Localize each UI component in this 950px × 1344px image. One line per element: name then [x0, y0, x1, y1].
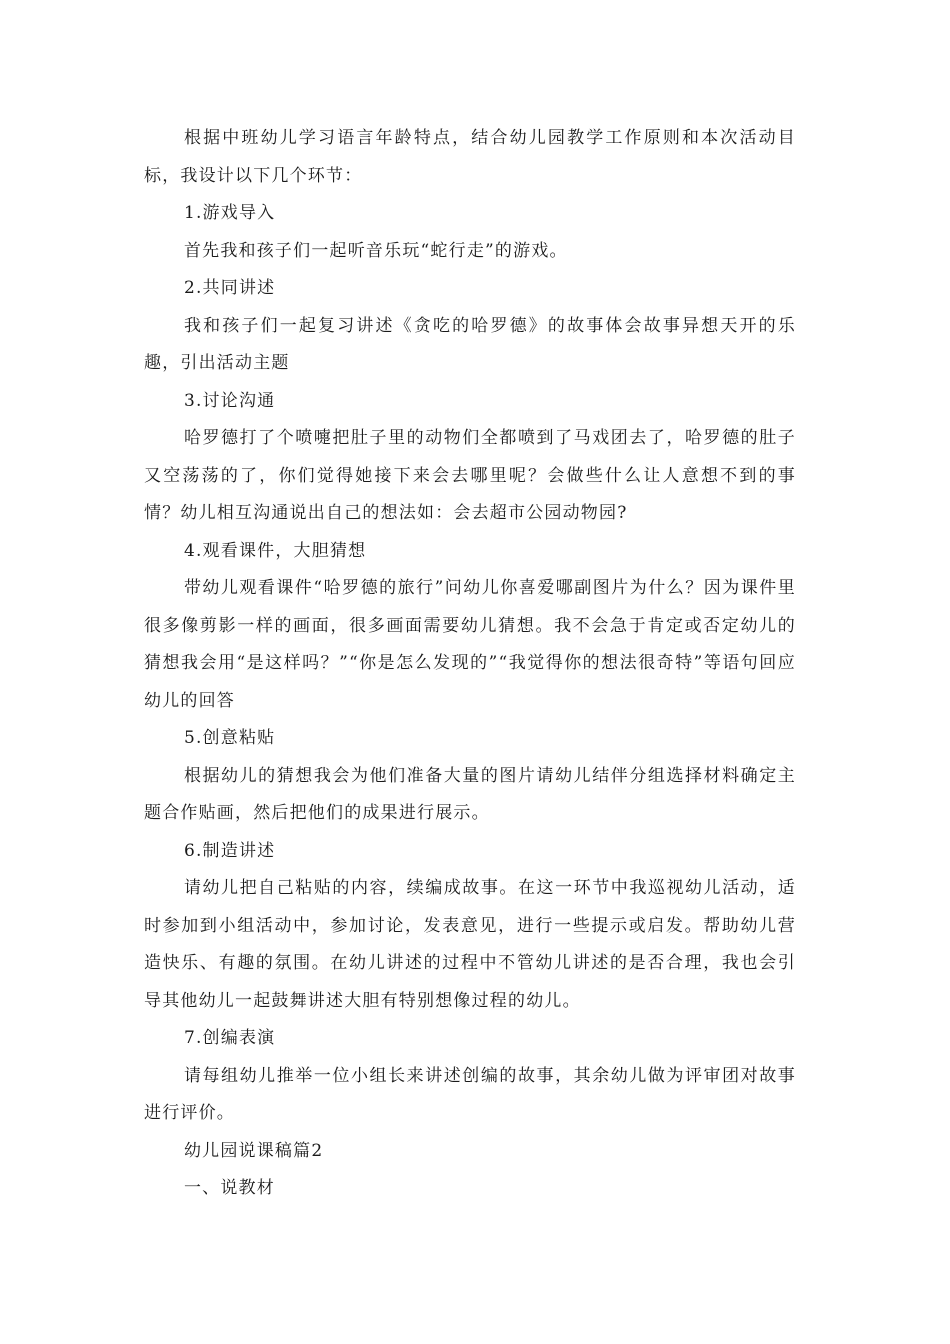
paragraph: 请每组幼儿推举一位小组长来讲述创编的故事，其余幼儿做为评审团对故事进行评价。 [144, 1065, 796, 1123]
paragraph: 带幼儿观看课件“哈罗德的旅行”问幼儿你喜爱哪副图片为什么？因为课件里很多像剪影一样的画面，很多画面需要幼儿猜想。我不会急于肯定或否定幼儿的猜想我会用“是这样吗？”“你是怎么发现的”“我觉得你的想法很奇特”等语句回应幼儿的回答 [144, 578, 796, 711]
section-heading: 6.制造讲述 [183, 840, 276, 861]
paragraph: 请幼儿把自己粘贴的内容，续编成故事。在这一环节中我巡视幼儿活动，适时参加到小组活动中，参加讨论，发表意见，进行一些提示或启发。帮助幼儿营造快乐、有趣的氛围。在幼儿讲述的过程中不管幼儿讲述的是否合理，我也会引导其他幼儿一起鼓舞讲述大胆有特别想像过程的幼儿。 [144, 878, 796, 1011]
section-heading: 一、说教材 [183, 1178, 275, 1198]
section-heading: 4.观看课件，大胆猜想 [183, 540, 367, 561]
paragraph: 哈罗德打了个喷嚏把肚子里的动物们全都喷到了马戏团去了，哈罗德的肚子又空荡荡的了，你们觉得她接下来会去哪里呢？会做些什么让人意想不到的事情？幼儿相互沟通说出自己的想法如：会去超市公园动物园? [144, 428, 796, 523]
section-heading: 3.讨论沟通 [183, 390, 276, 411]
paragraph: 首先我和孩子们一起听音乐玩“蛇行走”的游戏。 [183, 240, 568, 261]
section-heading: 2.共同讲述 [183, 278, 276, 298]
paragraph: 根据中班幼儿学习语言年龄特点，结合幼儿园教学工作原则和本次活动目标，我设计以下几个环节： [144, 128, 796, 186]
section-heading: 5.创意粘贴 [183, 728, 276, 748]
section-heading: 7.创编表演 [183, 1028, 276, 1048]
paragraph: 我和孩子们一起复习讲述《贪吃的哈罗德》的故事体会故事异想天开的乐趣，引出活动主题 [144, 315, 796, 373]
article-title: 幼儿园说课稿篇2 [183, 1140, 324, 1161]
document-page [144, 120, 796, 1208]
section-heading: 1.游戏导入 [183, 203, 276, 223]
paragraph: 根据幼儿的猜想我会为他们准备大量的图片请幼儿结伴分组选择材料确定主题合作贴画，然后把他们的成果进行展示。 [144, 765, 796, 823]
